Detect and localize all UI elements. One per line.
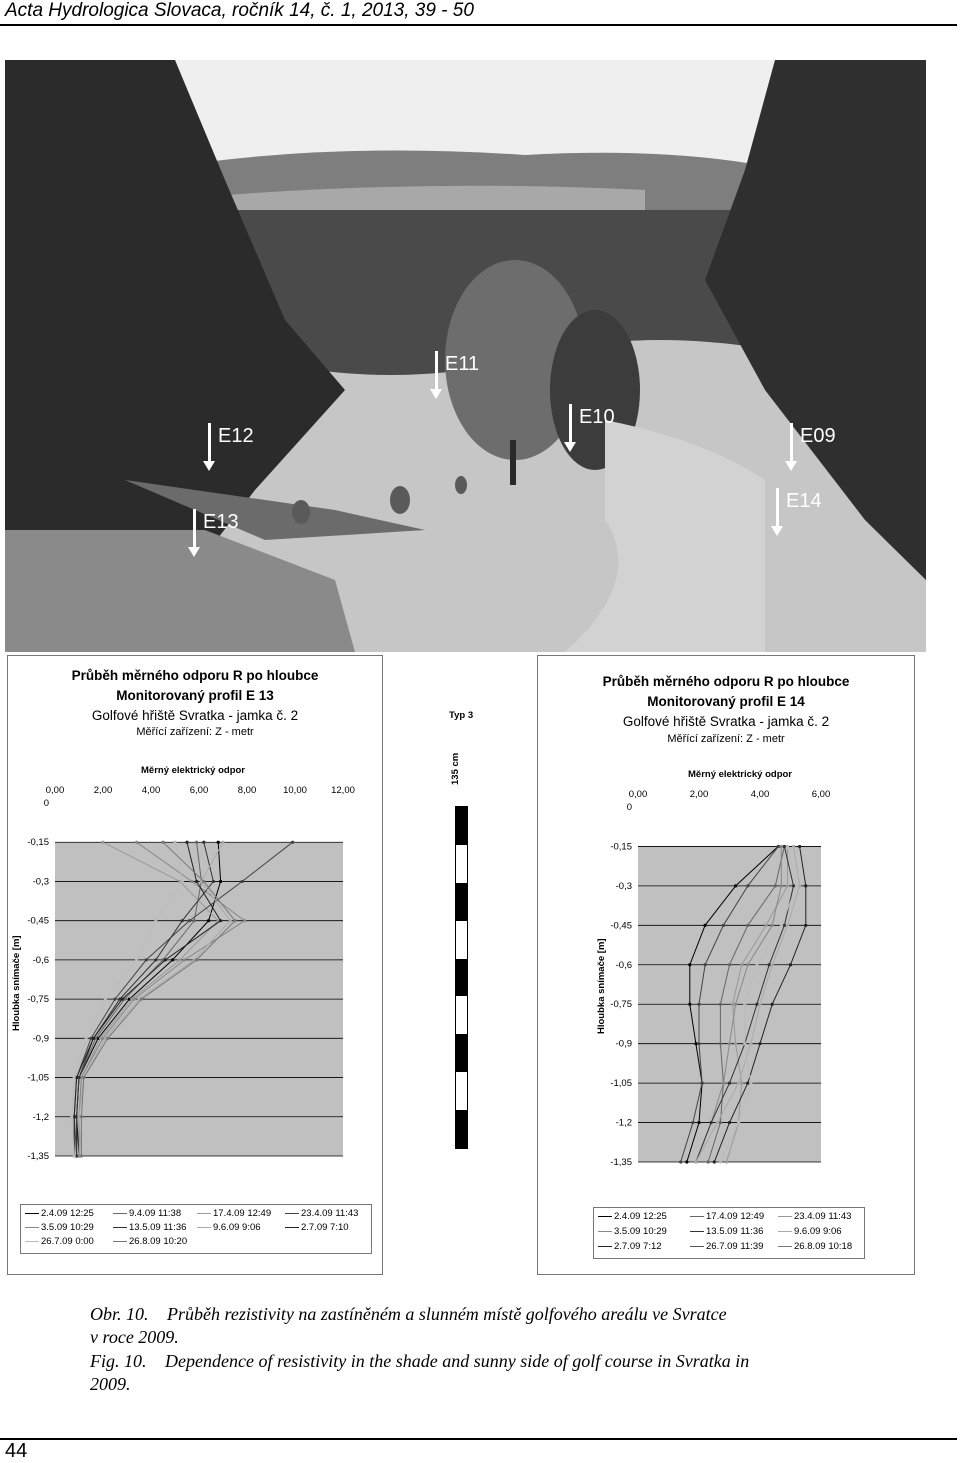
- data-point: [734, 1003, 737, 1006]
- legend-item: 2.7.09 7:12: [598, 1241, 662, 1252]
- chart-panel-e14: [537, 655, 915, 1275]
- data-point: [713, 1160, 716, 1163]
- chart-subtitle: Monitorovaný profil E 14: [647, 694, 805, 709]
- data-point: [746, 924, 749, 927]
- data-point: [710, 1121, 713, 1124]
- data-point: [777, 845, 780, 848]
- data-point: [73, 1076, 76, 1079]
- data-point: [780, 924, 783, 927]
- data-point: [804, 884, 807, 887]
- footer-rule: [0, 1438, 957, 1440]
- data-point: [694, 1042, 697, 1045]
- y-tick-label: -0,15: [27, 837, 49, 849]
- data-point: [771, 963, 774, 966]
- x-tick-label: 2,00: [93, 785, 113, 796]
- data-point: [795, 884, 798, 887]
- data-point: [92, 1037, 95, 1040]
- data-point: [792, 884, 795, 887]
- y-tick-label: -1,2: [32, 1111, 49, 1123]
- data-point: [135, 958, 138, 961]
- data-point: [734, 1042, 737, 1045]
- scale-segment: [456, 845, 467, 883]
- legend-item: 23.4.09 11:43: [778, 1211, 851, 1222]
- chart-site: Golfové hřiště Svratka - jamka č. 2: [622, 714, 830, 729]
- chart-title: Průběh měrného odporu R po hloubce: [602, 674, 850, 689]
- data-point: [728, 1121, 731, 1124]
- data-point: [740, 963, 743, 966]
- golf-course-photo: E11 E12 E10 E09 E13 E14: [5, 60, 926, 652]
- y-tick-label: 0: [43, 798, 49, 809]
- data-point: [786, 924, 789, 927]
- data-point: [737, 1121, 740, 1124]
- chart-legend: [20, 1204, 372, 1254]
- legend-item: 17.4.09 12:49: [197, 1208, 271, 1219]
- data-point: [164, 958, 167, 961]
- data-point: [719, 1160, 722, 1163]
- y-tick-label: -1,05: [27, 1072, 49, 1084]
- data-point: [219, 880, 222, 883]
- data-point: [719, 1121, 722, 1124]
- data-point: [217, 841, 220, 844]
- chart-device: Měřící zařízení: Z - metr: [136, 726, 254, 738]
- scale-segment: [456, 996, 467, 1034]
- caption-cz: [90, 1303, 727, 1326]
- legend-item: 3.5.09 10:29: [598, 1226, 667, 1237]
- x-tick-label: 10,00: [283, 785, 307, 796]
- data-point: [80, 1154, 83, 1157]
- data-point: [188, 919, 191, 922]
- data-point: [765, 924, 768, 927]
- legend-item: 2.4.09 12:25: [598, 1211, 667, 1222]
- small-shrub-3: [455, 476, 467, 494]
- x-axis-title: Měrný elektrický odpor: [141, 765, 246, 776]
- data-point: [154, 958, 157, 961]
- data-point: [161, 841, 164, 844]
- legend-item: 23.4.09 11:43: [285, 1208, 358, 1219]
- data-point: [212, 880, 215, 883]
- data-point: [746, 1082, 749, 1085]
- data-point: [722, 1082, 725, 1085]
- data-point: [113, 998, 116, 1001]
- header-rule: [0, 24, 957, 26]
- data-point: [135, 841, 138, 844]
- data-point: [719, 1042, 722, 1045]
- data-point: [233, 919, 236, 922]
- data-point: [743, 1003, 746, 1006]
- data-point: [707, 1160, 710, 1163]
- chart-site: Golfové hřiště Svratka - jamka č. 2: [91, 708, 299, 723]
- x-axis-title: Měrný elektrický odpor: [688, 769, 793, 780]
- data-point: [193, 919, 196, 922]
- small-shrub-2: [292, 500, 310, 524]
- data-point: [688, 1003, 691, 1006]
- down-arrow-icon: [790, 423, 793, 463]
- data-point: [106, 1037, 109, 1040]
- data-point: [685, 1160, 688, 1163]
- data-point: [173, 841, 176, 844]
- data-point: [774, 884, 777, 887]
- chart-legend: [593, 1207, 865, 1259]
- data-point: [171, 958, 174, 961]
- center-trunk: [510, 440, 516, 485]
- x-tick-label: 4,00: [750, 789, 770, 800]
- data-point: [798, 845, 801, 848]
- data-point: [104, 998, 107, 1001]
- scale-segment: [456, 1110, 467, 1148]
- x-tick-label: 6,00: [811, 789, 831, 800]
- data-point: [780, 845, 783, 848]
- y-tick-label: -0,6: [32, 954, 49, 966]
- y-tick-label: -1,35: [27, 1151, 49, 1162]
- data-point: [154, 919, 157, 922]
- data-point: [190, 880, 193, 883]
- small-shrub: [390, 486, 410, 514]
- data-point: [700, 1082, 703, 1085]
- legend-item: 26.7.09 11:39: [690, 1241, 763, 1252]
- y-tick-label: -0,3: [615, 880, 632, 892]
- y-tick-label: -0,45: [610, 920, 632, 932]
- data-point: [768, 963, 771, 966]
- data-point: [704, 924, 707, 927]
- y-tick-label: 0: [626, 802, 632, 813]
- scale-length-label: 135 cm: [450, 752, 461, 785]
- data-point: [780, 884, 783, 887]
- data-point: [221, 841, 224, 844]
- data-point: [734, 884, 737, 887]
- data-point: [783, 845, 786, 848]
- y-tick-label: -1,35: [610, 1157, 632, 1168]
- data-point: [185, 841, 188, 844]
- data-point: [743, 1042, 746, 1045]
- down-arrow-icon: [776, 488, 779, 528]
- data-point: [691, 1121, 694, 1124]
- x-tick-label: 0,00: [628, 789, 648, 800]
- data-point: [758, 1003, 761, 1006]
- data-point: [704, 963, 707, 966]
- x-tick-label: 12,00: [331, 785, 355, 796]
- data-point: [195, 880, 198, 883]
- y-tick-label: -1,2: [615, 1117, 632, 1129]
- data-point: [688, 963, 691, 966]
- data-point: [229, 919, 232, 922]
- data-point: [722, 924, 725, 927]
- data-point: [219, 919, 222, 922]
- y-tick-label: -0,75: [27, 994, 49, 1006]
- scale-segment: [456, 1034, 467, 1072]
- data-point: [73, 1154, 76, 1157]
- scale-segment: [456, 959, 467, 997]
- chart-e13-plot: [8, 656, 382, 1274]
- data-point: [195, 841, 198, 844]
- y-tick-label: -0,45: [27, 915, 49, 927]
- data-point: [697, 1042, 700, 1045]
- data-point: [145, 958, 148, 961]
- data-point: [725, 1160, 728, 1163]
- data-point: [697, 1003, 700, 1006]
- x-tick-label: 2,00: [689, 789, 709, 800]
- down-arrow-icon: [208, 423, 211, 463]
- data-point: [183, 958, 186, 961]
- x-tick-label: 4,00: [141, 785, 161, 796]
- scale-segment: [456, 921, 467, 959]
- data-point: [792, 845, 795, 848]
- data-point: [82, 1076, 85, 1079]
- data-point: [181, 880, 184, 883]
- legend-item: 26.8.09 10:20: [113, 1236, 187, 1247]
- data-point: [207, 919, 210, 922]
- scale-type-label: Typ 3: [449, 710, 474, 721]
- caption-cz-label: Obr. 10.: [90, 1304, 149, 1324]
- data-point: [85, 1037, 88, 1040]
- y-tick-label: -0,9: [615, 1038, 632, 1050]
- data-point: [728, 1082, 731, 1085]
- data-point: [202, 880, 205, 883]
- data-point: [121, 998, 124, 1001]
- y-tick-label: -0,6: [615, 959, 632, 971]
- legend-item: 17.4.09 12:49: [690, 1211, 764, 1222]
- data-point: [101, 841, 104, 844]
- data-point: [746, 963, 749, 966]
- down-arrow-icon: [193, 509, 196, 549]
- data-point: [694, 1160, 697, 1163]
- data-point: [133, 998, 136, 1001]
- data-point: [716, 1121, 719, 1124]
- scale-segment: [456, 1072, 467, 1110]
- data-point: [697, 1121, 700, 1124]
- data-point: [291, 841, 294, 844]
- caption-en-cont: 2009.: [90, 1374, 131, 1394]
- data-point: [783, 924, 786, 927]
- legend-item: 2.4.09 12:25: [25, 1208, 94, 1219]
- chart-e14-plot: [538, 656, 914, 1274]
- legend-item: 26.8.09 10:18: [778, 1241, 852, 1252]
- data-point: [731, 1003, 734, 1006]
- data-point: [749, 1042, 752, 1045]
- data-point: [789, 963, 792, 966]
- data-point: [243, 919, 246, 922]
- caption-cz-text: Průběh rezistivity na zastíněném a slunném místě golfového areálu ve Svratce: [167, 1304, 727, 1324]
- data-point: [746, 884, 749, 887]
- data-point: [798, 884, 801, 887]
- data-point: [719, 1003, 722, 1006]
- down-arrow-icon: [569, 404, 572, 444]
- x-tick-label: 8,00: [237, 785, 257, 796]
- y-tick-label: -0,15: [610, 841, 632, 853]
- data-point: [241, 880, 244, 883]
- data-point: [70, 1115, 73, 1118]
- caption-en-text: Dependence of resistivity in the shade and sunny side of golf course in Svratka in: [165, 1351, 750, 1371]
- chart-subtitle: Monitorovaný profil E 13: [116, 688, 274, 703]
- y-axis-title: Hloubka snímače [m]: [11, 935, 22, 1031]
- chart-panel-e13: [7, 655, 383, 1275]
- chart-device: Měřící zařízení: Z - metr: [667, 733, 785, 745]
- data-point: [786, 884, 789, 887]
- legend-item: 9.4.09 11:38: [113, 1208, 181, 1219]
- running-title: Acta Hydrologica Slovaca, ročník 14, č. 1, 2013, 39 - 50: [5, 0, 474, 21]
- data-point: [786, 845, 789, 848]
- measuring-scale-bar: [455, 806, 468, 1149]
- y-tick-label: -0,75: [610, 999, 632, 1011]
- data-point: [202, 841, 205, 844]
- data-point: [737, 1082, 740, 1085]
- scale-segment: [456, 807, 467, 845]
- legend-item: 13.5.09 11:36: [690, 1226, 763, 1237]
- legend-item: 9.6.09 9:06: [778, 1226, 842, 1237]
- scale-segment: [456, 883, 467, 921]
- legend-item: 13.5.09 11:36: [113, 1222, 186, 1233]
- legend-item: 26.7.09 0:00: [25, 1236, 94, 1247]
- data-point: [804, 924, 807, 927]
- data-point: [749, 1082, 752, 1085]
- legend-item: 9.6.09 9:06: [197, 1222, 261, 1233]
- caption-cz-cont: v roce 2009.: [90, 1327, 179, 1347]
- chart-title: Průběh měrného odporu R po hloubce: [71, 668, 319, 683]
- data-point: [758, 1042, 761, 1045]
- data-point: [80, 1115, 83, 1118]
- y-tick-label: -1,05: [610, 1078, 632, 1090]
- y-tick-label: -0,3: [32, 876, 49, 888]
- data-point: [740, 1082, 743, 1085]
- y-tick-label: -0,9: [32, 1033, 49, 1045]
- data-point: [755, 963, 758, 966]
- data-point: [195, 958, 198, 961]
- x-tick-label: 6,00: [189, 785, 209, 796]
- caption-en-label: Fig. 10.: [90, 1351, 147, 1371]
- data-point: [771, 1003, 774, 1006]
- page-number: 44: [5, 1440, 28, 1462]
- data-point: [181, 919, 184, 922]
- data-point: [679, 1160, 682, 1163]
- caption-en: [90, 1350, 749, 1373]
- data-point: [771, 924, 774, 927]
- y-axis-title: Hloubka snímače [m]: [596, 938, 607, 1034]
- data-point: [755, 1003, 758, 1006]
- legend-item: 2.7.09 7:10: [285, 1222, 349, 1233]
- down-arrow-icon: [435, 351, 438, 391]
- data-point: [140, 998, 143, 1001]
- legend-item: 3.5.09 10:29: [25, 1222, 94, 1233]
- data-point: [178, 958, 181, 961]
- data-point: [728, 963, 731, 966]
- data-point: [728, 1042, 731, 1045]
- x-tick-label: 0,00: [45, 785, 65, 796]
